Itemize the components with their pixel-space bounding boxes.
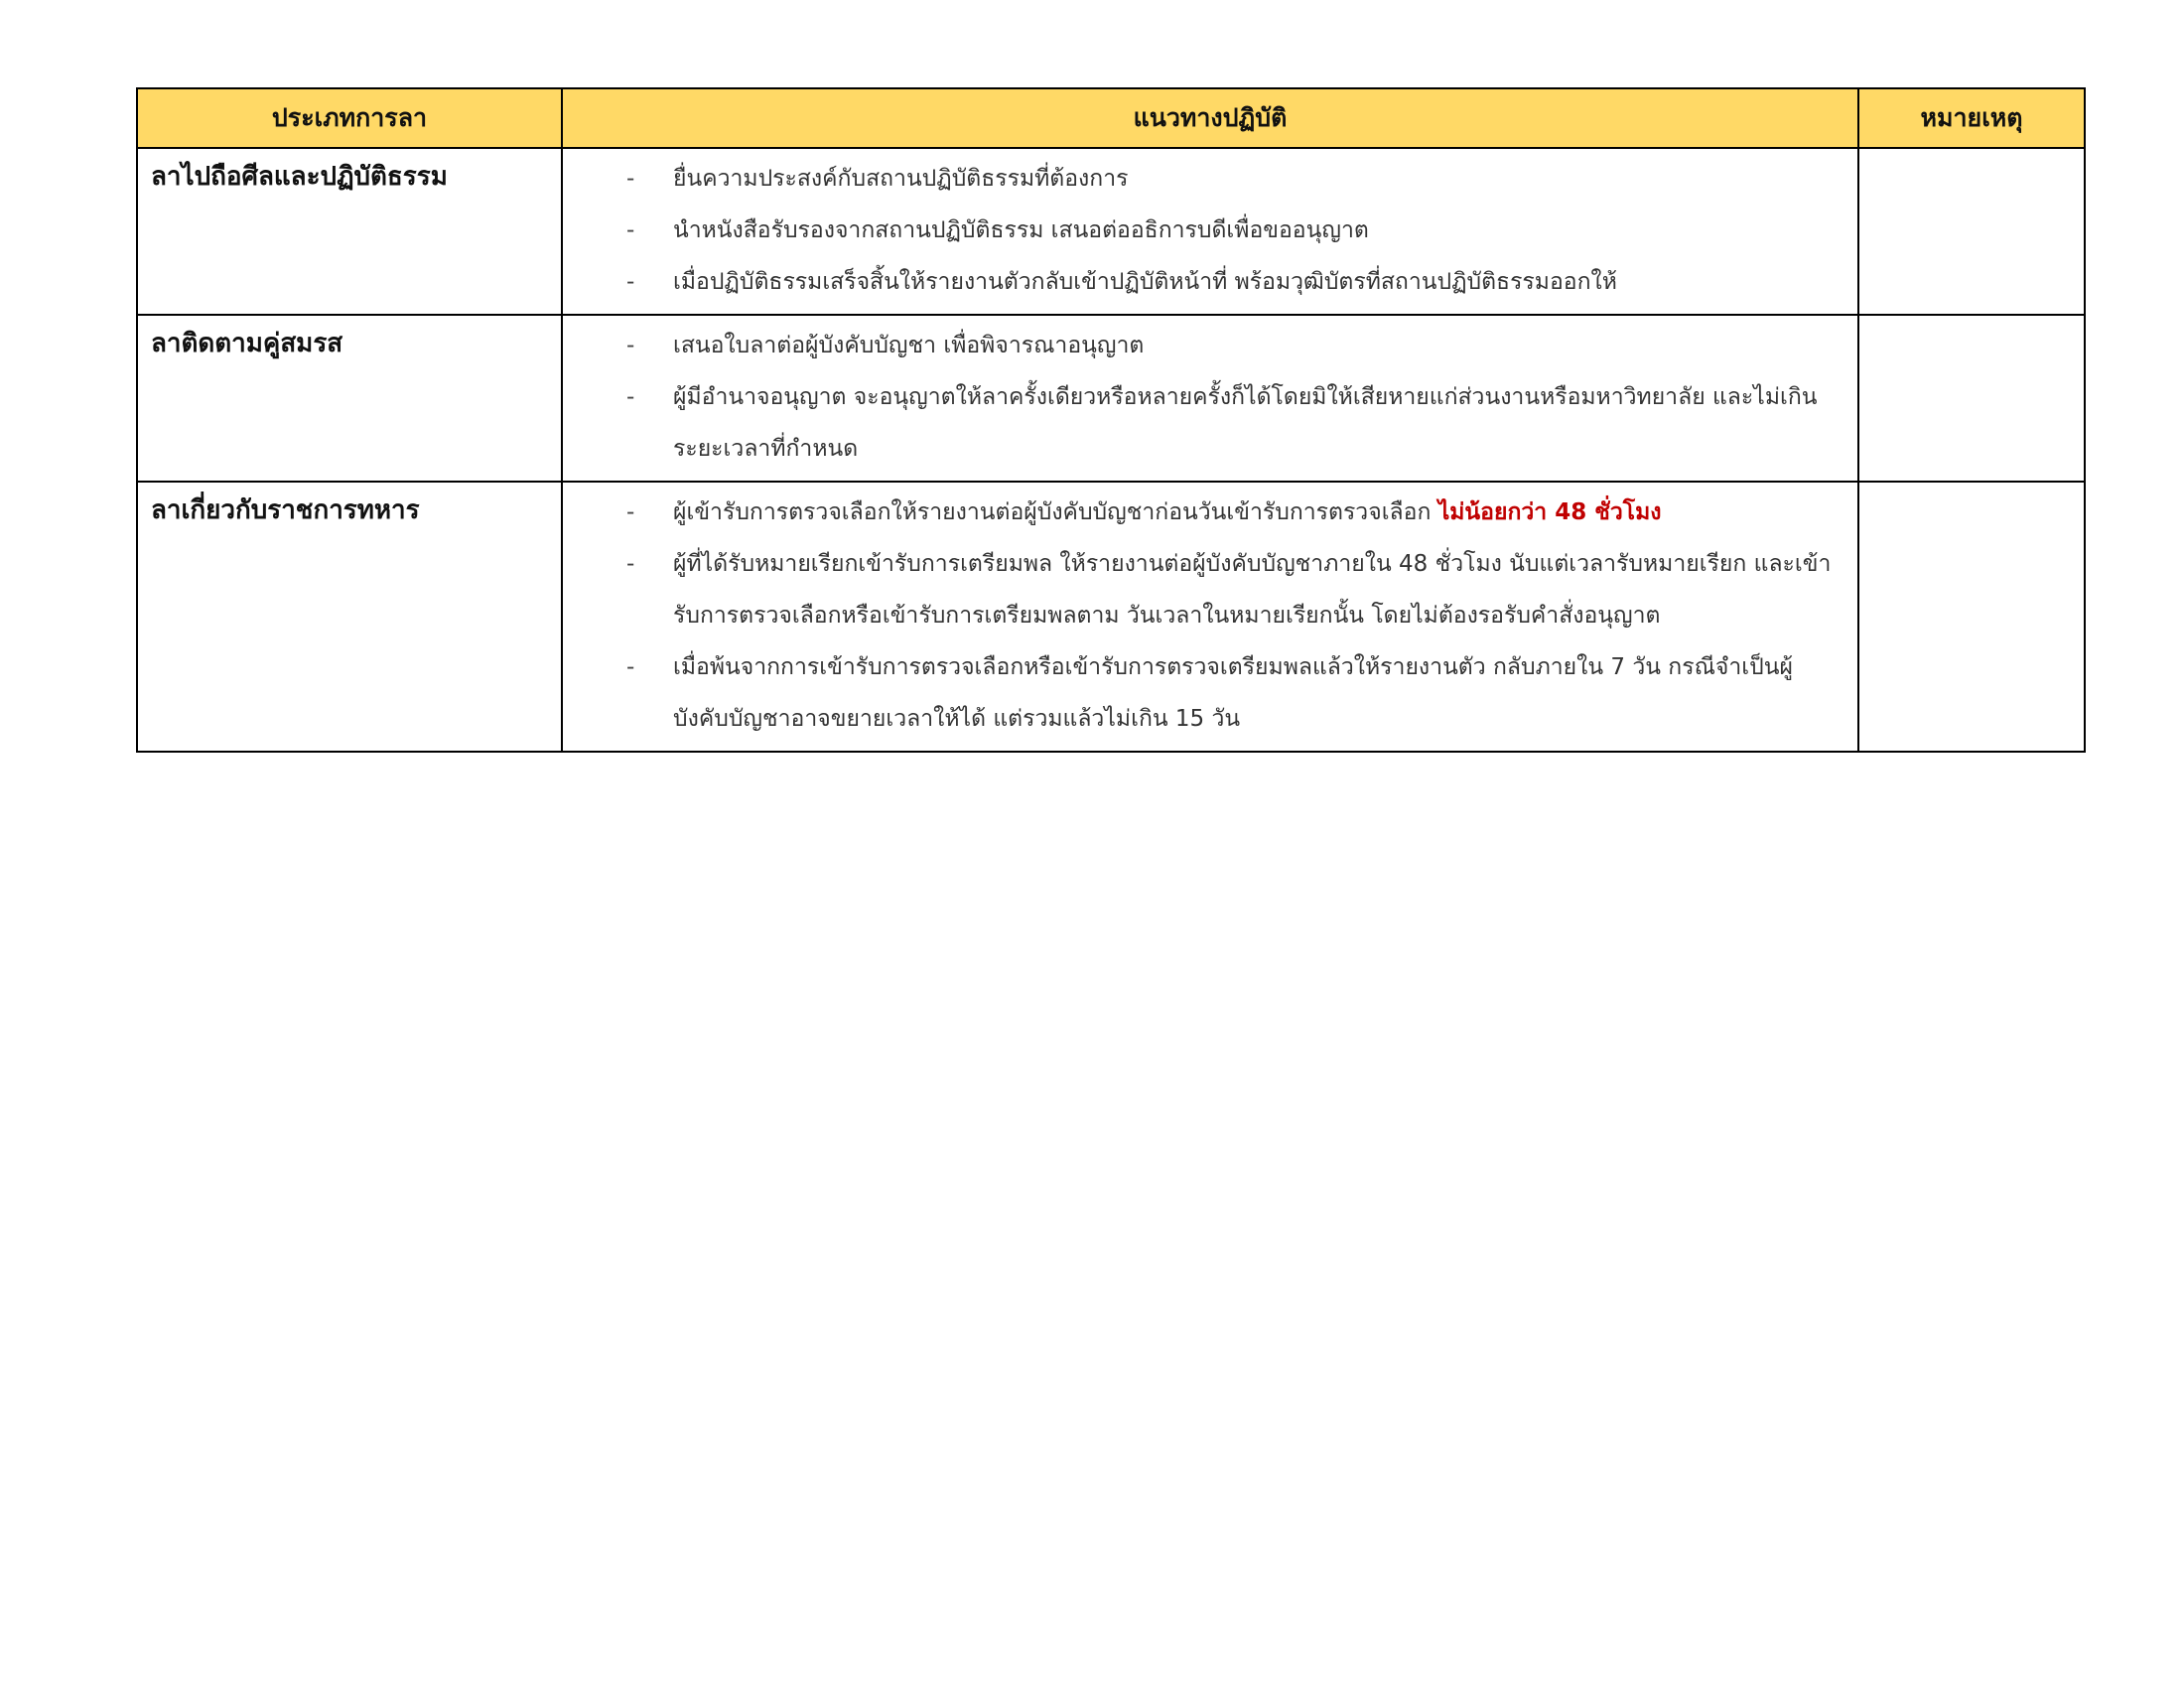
header-note: หมายเหตุ — [1858, 88, 2085, 148]
guideline-text: นำหนังสือรับรองจากสถานปฏิบัติธรรม เสนอต่ออธิการบดีเพื่อขออนุญาต — [673, 217, 1369, 243]
note-cell — [1858, 315, 2085, 482]
guideline-text: ผู้เข้ารับการตรวจเลือกให้รายงานต่อผู้บังคับบัญชาก่อนวันเข้ารับการตรวจเลือก — [673, 499, 1438, 525]
bullet-dash: - — [626, 166, 635, 192]
note-cell — [1858, 148, 2085, 315]
guideline-item — [563, 487, 1843, 538]
bullet-dash: - — [626, 499, 635, 525]
guideline-list — [563, 320, 1843, 475]
guideline-item — [563, 641, 1843, 745]
guideline-item — [563, 320, 1843, 371]
guideline-text: เมื่อปฏิบัติธรรมเสร็จสิ้นให้รายงานตัวกลับเข้าปฏิบัติหน้าที่ พร้อมวุฒิบัตรที่สถานปฏิบัติธรรมออกให้ — [673, 269, 1617, 295]
guideline-item — [563, 256, 1843, 308]
guideline-item — [563, 371, 1843, 475]
guideline-item — [563, 153, 1843, 205]
leave-type-cell: ลาเกี่ยวกับราชการทหาร — [137, 482, 562, 752]
table-row — [137, 482, 2085, 752]
guideline-text: เมื่อพ้นจากการเข้ารับการตรวจเลือกหรือเข้ารับการตรวจเตรียมพลแล้วให้รายงานตัว กลับภายใน 7 วัน กรณีจำเป็นผู้บังคับบัญชาอาจขยายเวลาให้ได้ แต่รวมแล้วไม่เกิน 15 วัน — [673, 654, 1793, 732]
leave-type-cell: ลาไปถือศีลและปฏิบัติธรรม — [137, 148, 562, 315]
table-header-row — [137, 88, 2085, 148]
guideline-text: เสนอใบลาต่อผู้บังคับบัญชา เพื่อพิจารณาอนุญาต — [673, 333, 1145, 358]
guidelines-cell — [562, 148, 1858, 315]
table-row — [137, 315, 2085, 482]
guidelines-cell — [562, 315, 1858, 482]
guidelines-cell — [562, 482, 1858, 752]
leave-type-cell: ลาติดตามคู่สมรส — [137, 315, 562, 482]
table-row — [137, 148, 2085, 315]
bullet-dash: - — [626, 333, 635, 358]
note-cell — [1858, 482, 2085, 752]
header-leave-type: ประเภทการลา — [137, 88, 562, 148]
guideline-list — [563, 153, 1843, 308]
highlight-text: ไม่น้อยกว่า 48 ชั่วโมง — [1437, 499, 1662, 525]
guideline-list — [563, 487, 1843, 745]
guideline-item — [563, 538, 1843, 641]
guideline-item — [563, 205, 1843, 256]
bullet-dash: - — [626, 269, 635, 295]
guideline-text: ยื่นความประสงค์กับสถานปฏิบัติธรรมที่ต้องการ — [673, 166, 1129, 192]
leave-guidelines-table — [136, 87, 2086, 753]
bullet-dash: - — [626, 551, 635, 577]
guideline-text: ผู้ที่ได้รับหมายเรียกเข้ารับการเตรียมพล ให้รายงานต่อผู้บังคับบัญชาภายใน 48 ชั่วโมง นับแต่เวลารับหมายเรียก และเข้ารับการตรวจเลือกหรือเข้ารับการเตรียมพลตาม วันเวลาในหมายเรียกนั้น โดยไม่ต้องรอรับคำสั่งอนุญาต — [673, 551, 1832, 629]
bullet-dash: - — [626, 654, 635, 680]
guideline-text: ผู้มีอำนาจอนุญาต จะอนุญาตให้ลาครั้งเดียวหรือหลายครั้งก็ได้โดยมิให้เสียหายแก่ส่วนงานหรือมหาวิทยาลัย และไม่เกินระยะเวลาที่กำหนด — [673, 384, 1818, 462]
header-guidelines: แนวทางปฏิบัติ — [562, 88, 1858, 148]
bullet-dash: - — [626, 217, 635, 243]
bullet-dash: - — [626, 384, 635, 410]
